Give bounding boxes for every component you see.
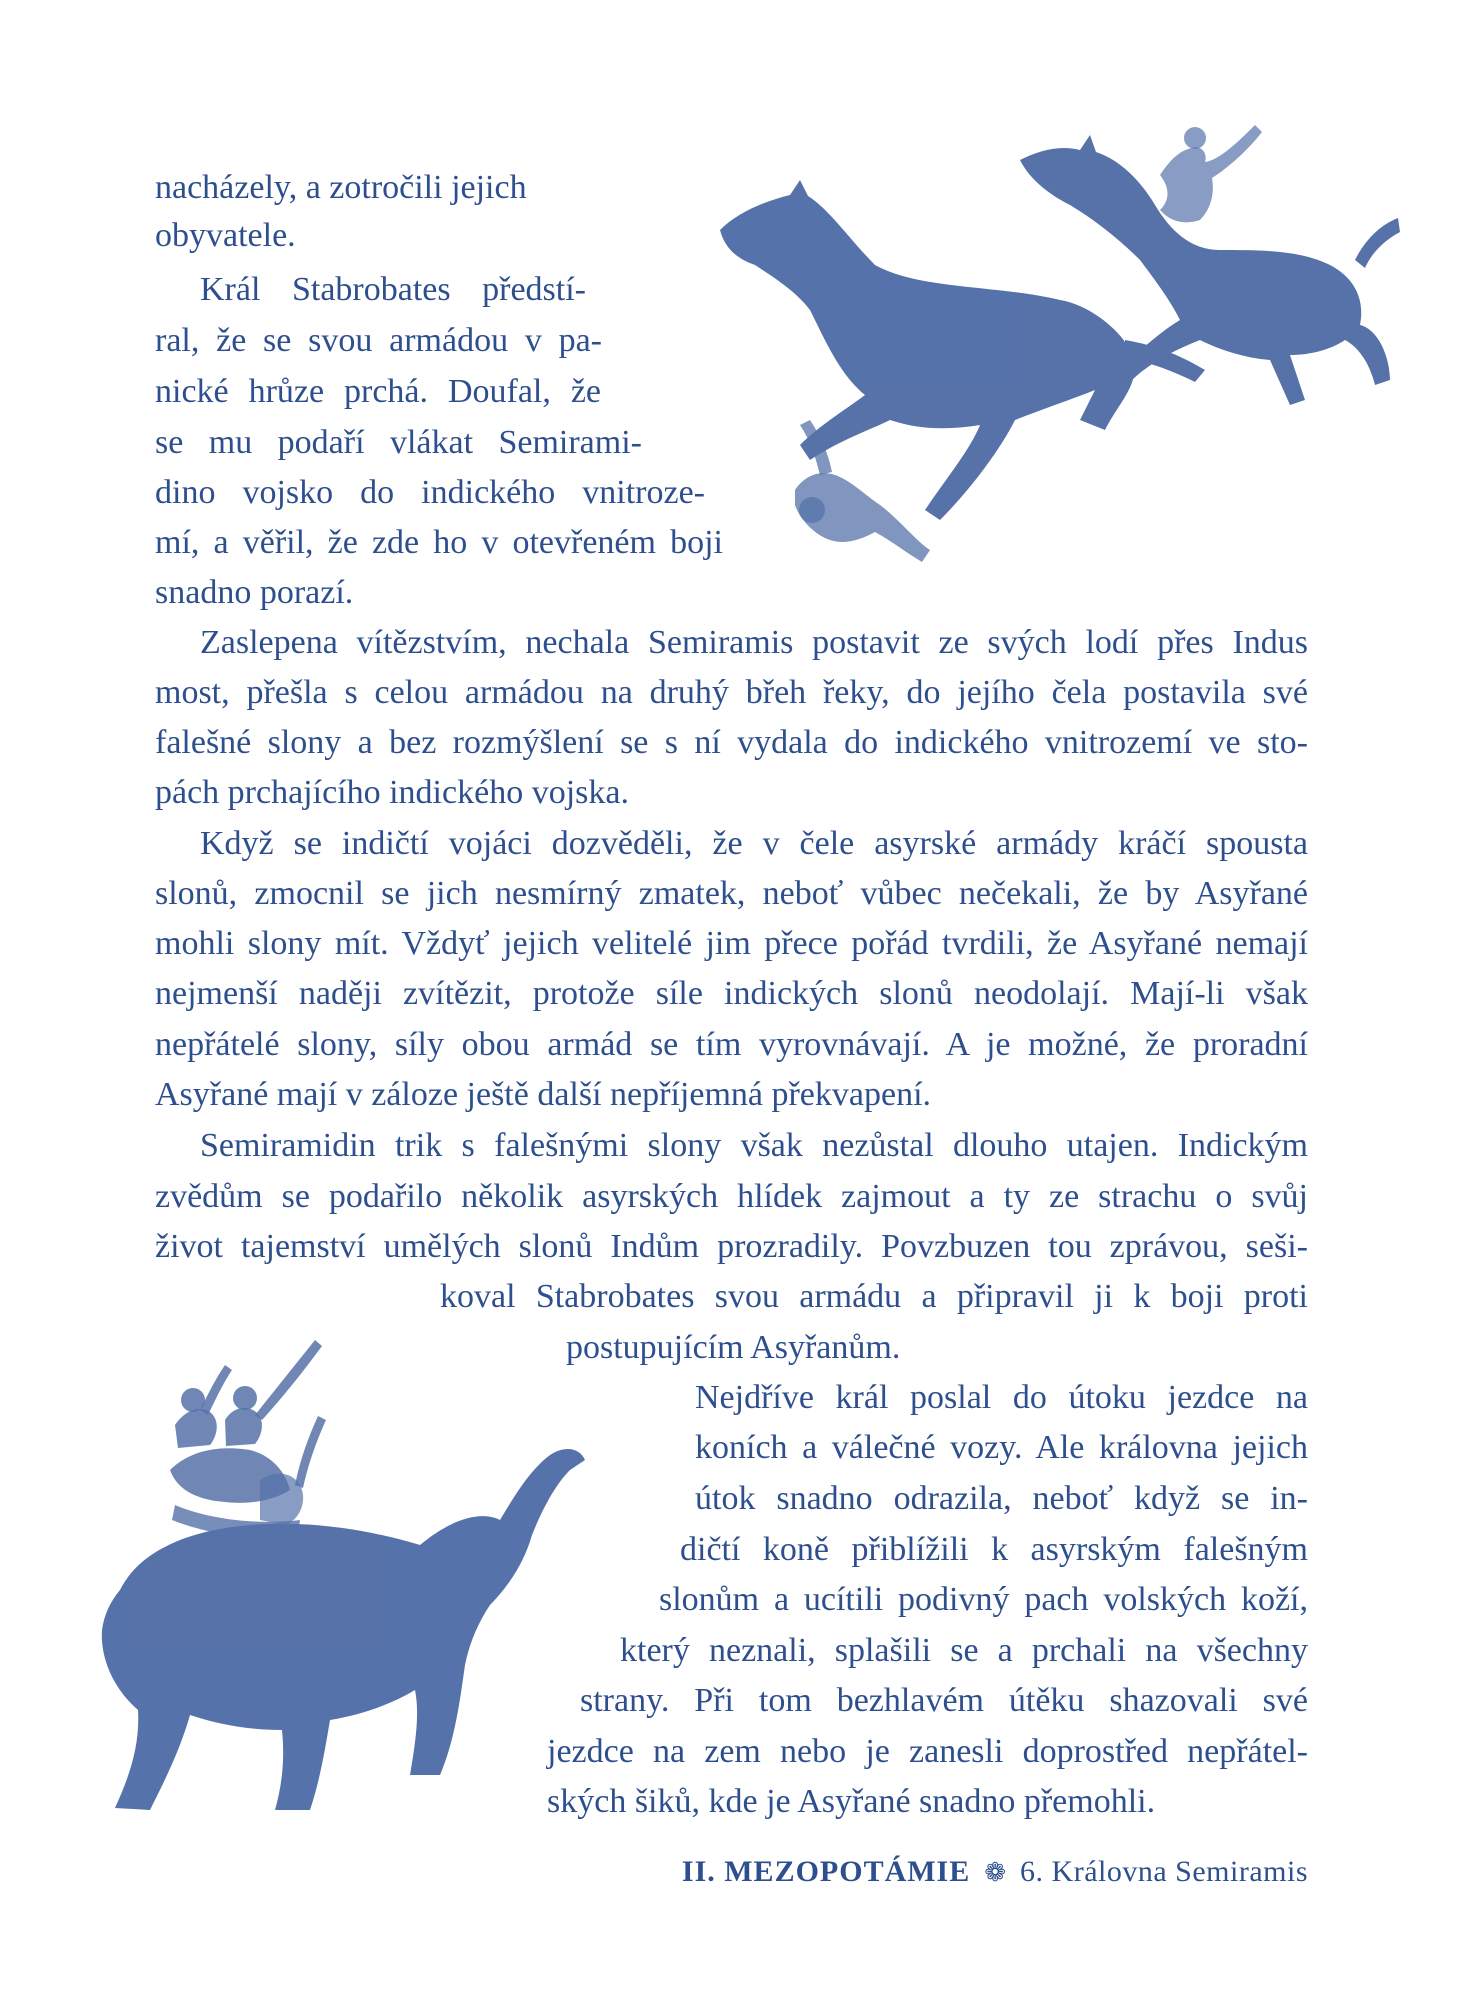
text-line: dičtí koně přiblížili k asyrským falešným xyxy=(680,1531,1308,1568)
text-line: život tajemství umělých slonů Indům prozradily. Povzbuzen tou zprávou, seši- xyxy=(155,1228,1308,1265)
text-line: nické hrůze prchá. Doufal, že xyxy=(155,373,601,410)
elephant-illustration xyxy=(60,1320,620,1840)
text-line: zvědům se podařilo několik asyrských hlídek zajmout a ty ze strachu o svůj xyxy=(155,1178,1308,1215)
text-line: Král Stabrobates předstí- xyxy=(200,271,586,308)
footer-part-title: II. MEZOPOTÁMIE xyxy=(681,1855,971,1888)
text-line: koních a válečné vozy. Ale královna jejich xyxy=(695,1429,1308,1466)
text-line: most, přešla s celou armádou na druhý břeh řeky, do jejího čela postavila své xyxy=(155,674,1308,711)
text-line: snadno porazí. xyxy=(155,574,354,611)
text-line: nacházely, a zotročili jejich xyxy=(155,169,527,206)
text-line: postupujícím Asyřanům. xyxy=(566,1329,901,1366)
text-line: obyvatele. xyxy=(155,217,296,254)
text-line: jezdce na zem nebo je zanesli doprostřed nepřátel- xyxy=(547,1733,1308,1770)
footer-chapter-title: 6. Královna Semiramis xyxy=(1020,1855,1308,1888)
text-line: Asyřané mají v záloze ještě další nepříjemná překvapení. xyxy=(155,1076,932,1113)
running-footer xyxy=(600,1852,1308,1893)
text-line: Když se indičtí vojáci dozvěděli, že v čele asyrské armády kráčí spousta xyxy=(200,825,1308,862)
text-line: slonů, zmocnil se jich nesmírný zmatek, neboť vůbec nečekali, že by Asyřané xyxy=(155,875,1308,912)
text-line: Zaslepena vítězstvím, nechala Semiramis postavit ze svých lodí přes Indus xyxy=(200,624,1308,661)
text-line: ských šiků, kde je Asyřané snadno přemohli. xyxy=(547,1783,1156,1820)
text-line: pách prchajícího indického vojska. xyxy=(155,774,629,811)
text-line: mohli slony mít. Vždyť jejich velitelé jim přece pořád tvrdili, že Asyřané nemají xyxy=(155,925,1308,962)
text-line: mí, a věřil, že zde ho v otevřeném boji xyxy=(155,524,723,561)
text-line: slonům a ucítili podivný pach volských koží, xyxy=(659,1581,1308,1618)
text-line: nejmenší naději zvítězit, protože síle indických slonů neodolají. Mají-li však xyxy=(155,975,1308,1012)
text-line: se mu podaří vlákat Semirami- xyxy=(155,424,642,461)
text-line: strany. Při tom bezhlavém útěku shazovali své xyxy=(580,1682,1308,1719)
text-line: nepřátelé slony, síly obou armád se tím vyrovnávají. A je možné, že proradní xyxy=(155,1026,1308,1063)
text-line: útok snadno odrazila, neboť když se in- xyxy=(695,1480,1308,1517)
flower-ornament-icon: ❁ xyxy=(984,1858,1007,1887)
text-line: Semiramidin trik s falešnými slony však nezůstal dlouho utajen. Indickým xyxy=(200,1127,1308,1164)
text-line: falešné slony a bez rozmýšlení se s ní vydala do indického vnitrozemí ve sto- xyxy=(155,724,1308,761)
horses-illustration xyxy=(700,100,1400,620)
text-line: Nejdříve král poslal do útoku jezdce na xyxy=(695,1379,1308,1416)
text-line: ral, že se svou armádou v pa- xyxy=(155,322,602,359)
text-line: koval Stabrobates svou armádu a připravil ji k boji proti xyxy=(440,1278,1308,1315)
text-line: dino vojsko do indického vnitroze- xyxy=(155,474,705,511)
text-line: který neznali, splašili se a prchali na všechny xyxy=(620,1632,1308,1669)
